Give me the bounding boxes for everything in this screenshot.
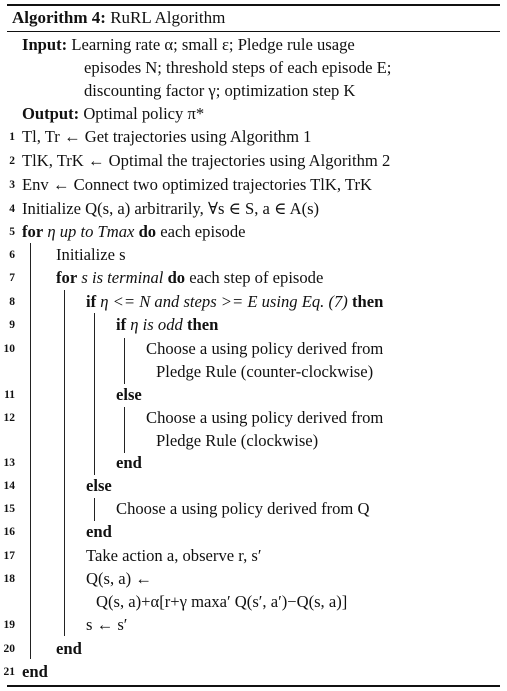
end-keyword: end [22, 662, 48, 681]
do-keyword: do [167, 268, 186, 287]
line-number: 11 [4, 389, 15, 401]
step-12-line-2: Pledge Rule (clockwise) [156, 431, 319, 450]
line-number: 21 [3, 666, 15, 678]
input-line-1 [22, 34, 355, 56]
input-line-3: discounting factor γ; optimization step K [84, 81, 356, 100]
line-number: 7 [9, 272, 15, 284]
line-number: 13 [3, 457, 15, 469]
for-condition: η up to Tmax [47, 222, 135, 241]
line-number: 17 [3, 550, 15, 562]
step-6: Initialize s [56, 245, 126, 264]
input-text-1: Learning rate α; small ε; Pledge rule usage [71, 35, 355, 54]
step-19: s ← s′ [86, 615, 128, 634]
for-keyword: for [56, 268, 78, 287]
line-number: 8 [9, 296, 15, 308]
then-keyword: then [186, 315, 219, 334]
algorithm-label: Algorithm 4: [12, 8, 106, 27]
step-11 [116, 384, 142, 406]
input-keyword: Input: [22, 35, 68, 54]
step-17: Take action a, observe r, s′ [86, 546, 262, 565]
line-number: 6 [9, 249, 15, 261]
line-number: 15 [3, 503, 15, 515]
else-keyword: else [116, 385, 142, 404]
indent-bar-else-eta [94, 498, 95, 521]
step-13 [116, 452, 142, 474]
line-number: 20 [3, 643, 15, 655]
line-number: 4 [9, 203, 15, 215]
for-condition: s is terminal [81, 268, 164, 287]
algorithm-title [12, 8, 225, 28]
line-number: 16 [3, 526, 15, 538]
line-number: 14 [3, 480, 15, 492]
if-keyword: if [116, 315, 127, 334]
step-3: Env ← Connect two optimized trajectories TlK, TrK [22, 175, 372, 194]
step-10-line-1: Choose a using policy derived from [146, 339, 384, 358]
indent-bar-inner-for [64, 290, 65, 636]
output-keyword: Output: [22, 104, 80, 123]
end-keyword: end [86, 522, 112, 541]
step-12-line-1: Choose a using policy derived from [146, 408, 384, 427]
if-keyword: if [86, 292, 97, 311]
indent-bar-if-odd [124, 338, 125, 384]
indent-bar-if-eta [94, 313, 95, 475]
line-number: 5 [9, 226, 15, 238]
indent-bar-outer-for [30, 243, 31, 659]
step-21 [22, 661, 48, 683]
line-number: 18 [3, 573, 15, 585]
step-4: Initialize Q(s, a) arbitrarily, ∀s ∈ S, a ∈ A(s) [22, 199, 320, 218]
input-line-2: episodes N; threshold steps of each episode E; [84, 58, 392, 77]
line-number: 10 [3, 343, 15, 355]
line-number: 19 [3, 619, 15, 631]
step-1: Tl, Tr ← Get trajectories using Algorithm 1 [22, 127, 312, 146]
do-keyword: do [138, 222, 157, 241]
line-number: 12 [3, 412, 15, 424]
line-number: 1 [9, 131, 15, 143]
line-number: 9 [9, 319, 15, 331]
step-18-line-1: Q(s, a) ← [86, 569, 152, 588]
step-7 [56, 267, 323, 289]
step-2: TlK, TrK ← Optimal the trajectories using Algorithm 2 [22, 151, 391, 170]
for-keyword: for [22, 222, 44, 241]
step-20 [56, 638, 82, 660]
then-keyword: then [351, 292, 384, 311]
bottom-rule [7, 685, 500, 687]
if-condition: η <= N and steps >= E using Eq. (7) [100, 292, 348, 311]
output-line [22, 103, 204, 125]
indent-bar-else-odd [124, 407, 125, 453]
algorithm-name: RuRL Algorithm [110, 8, 226, 27]
output-text: Optimal policy π* [83, 104, 205, 123]
step-18-line-2: Q(s, a)+α[r+γ maxa′ Q(s′, a′)−Q(s, a)] [96, 592, 348, 611]
step-9 [116, 314, 218, 336]
step-16 [86, 521, 112, 543]
step-10-line-2: Pledge Rule (counter-clockwise) [156, 362, 374, 381]
for-tail: each episode [160, 222, 246, 241]
step-5 [22, 221, 246, 243]
if-condition: η is odd [130, 315, 183, 334]
end-keyword: end [116, 453, 142, 472]
else-keyword: else [86, 476, 112, 495]
end-keyword: end [56, 639, 82, 658]
line-number: 2 [9, 155, 15, 167]
line-number: 3 [9, 179, 15, 191]
top-rule [7, 4, 500, 6]
step-14 [86, 475, 112, 497]
step-15: Choose a using policy derived from Q [116, 499, 370, 518]
step-8 [86, 291, 383, 313]
for-tail: each step of episode [189, 268, 324, 287]
header-rule [7, 31, 500, 32]
